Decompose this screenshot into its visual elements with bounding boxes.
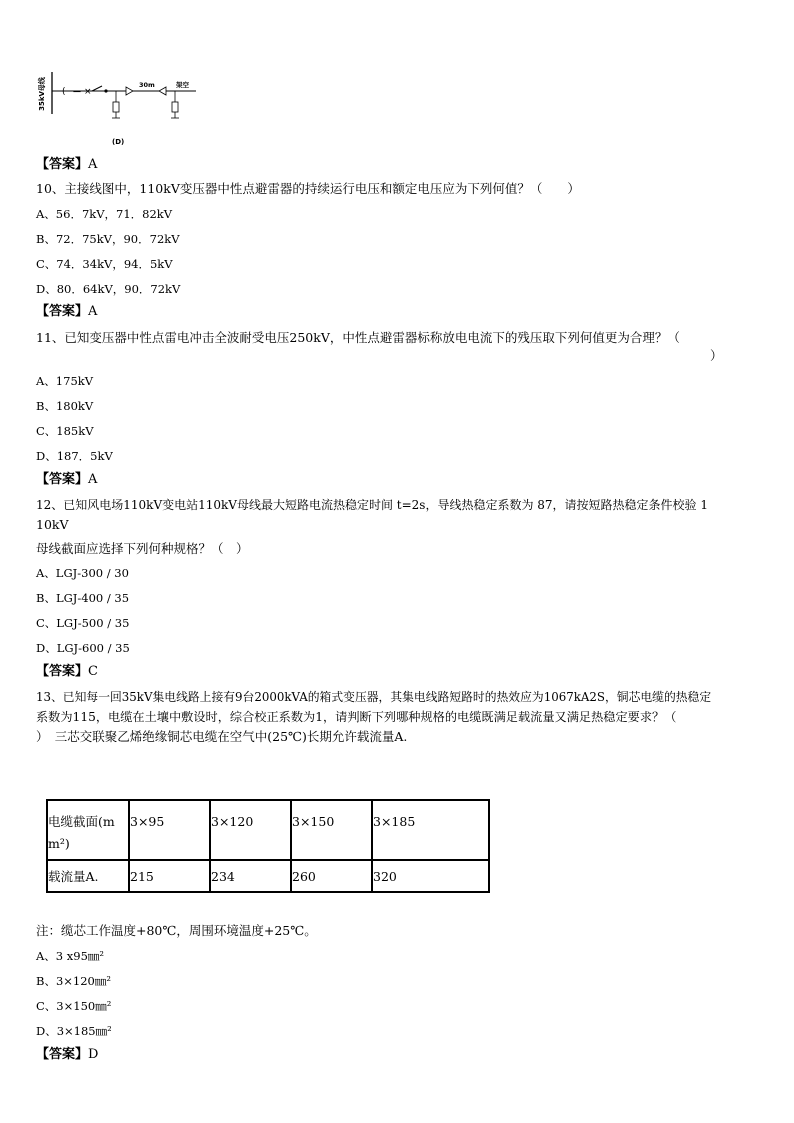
question-13-line2: 系数为115，电缆在土壤中敷设时，综合校正系数为1，请判断下列哪种规格的电缆既满足载流量又满足热稳定要求？（ bbox=[36, 710, 677, 724]
table-row bbox=[47, 860, 489, 892]
q13-option-c: C、3×150㎜² bbox=[36, 999, 112, 1013]
question-11: 11、已知变压器中性点雷电冲击全波耐受电压250kV，中性点避雷器标称放电电流下的残压取下列何值更为合理？（ bbox=[36, 330, 680, 345]
q10-option-a: A、56．7kV，71．82kV bbox=[36, 207, 173, 221]
q11-option-b: B、180kV bbox=[36, 399, 94, 413]
table-row bbox=[47, 800, 489, 860]
question-12-line3: 母线截面应选择下列何种规格？（ ） bbox=[36, 541, 249, 556]
svg-text:—: — bbox=[73, 87, 81, 96]
q12-option-b: B、LGJ-400 / 35 bbox=[36, 591, 130, 605]
question-12-line2: 10kV bbox=[36, 517, 69, 532]
question-12: 12、已知风电场110kV变电站110kV母线最大短路电流热稳定时间 t=2s，导线热稳定系数为 87，请按短路热稳定条件校验 1 bbox=[36, 498, 708, 512]
question-11-end: ） bbox=[710, 348, 723, 363]
q10-option-c: C、74．34kV，94．5kV bbox=[36, 257, 173, 271]
row-label-cell: 载流量A. bbox=[47, 860, 129, 892]
value-cell: 234 bbox=[210, 860, 291, 892]
question-10: 10、主接线图中，110kV变压器中性点避雷器的持续运行电压和额定电压应为下列何值？（ ） bbox=[36, 181, 580, 196]
diagram-caption: (D) bbox=[112, 138, 125, 146]
question-13-line3: ） 三芯交联聚乙烯绝缘铜芯电缆在空气中(25℃)长期允许载流量A. bbox=[36, 729, 408, 744]
q12-option-d: D、LGJ-600 / 35 bbox=[36, 641, 130, 655]
line-label: 架空 bbox=[176, 81, 189, 89]
wiring-diagram bbox=[36, 68, 216, 150]
header-cell: 3×185 bbox=[372, 800, 489, 860]
header-cell: 3×150 bbox=[291, 800, 372, 860]
q12-option-a: A、LGJ-300 / 30 bbox=[36, 566, 129, 580]
q13-option-a: A、3 x95㎜² bbox=[36, 949, 105, 963]
value-cell: 215 bbox=[129, 860, 210, 892]
q10-option-d: D、80．64kV，90．72kV bbox=[36, 282, 181, 296]
q11-option-c: C、185kV bbox=[36, 424, 94, 438]
answer-12: 【答案】C bbox=[36, 664, 98, 679]
header-cell: 电缆截面(m m²) bbox=[47, 800, 129, 860]
q12-option-c: C、LGJ-500 / 35 bbox=[36, 616, 130, 630]
q11-option-d: D、187．5kV bbox=[36, 449, 113, 463]
value-cell: 260 bbox=[291, 860, 372, 892]
svg-text:×: × bbox=[84, 87, 92, 97]
answer-11: 【答案】A bbox=[36, 472, 98, 487]
value-cell: 320 bbox=[372, 860, 489, 892]
header-cell: 3×95 bbox=[129, 800, 210, 860]
question-13: 13、已知每一回35kV集电线路上接有9台2000kVA的箱式变压器，其集电线路短路时的热效应为1067kA2S，铜芯电缆的热稳定 bbox=[36, 690, 712, 704]
q13-option-b: B、3×120㎜² bbox=[36, 974, 111, 988]
q13-note: 注：缆芯工作温度+80℃，周围环境温度+25℃。 bbox=[36, 923, 317, 938]
bus-label: 35kV母线 bbox=[38, 77, 46, 111]
svg-text:(: ( bbox=[62, 87, 66, 97]
answer-9: 【答案】A bbox=[36, 157, 98, 172]
length-label: 30m bbox=[139, 81, 155, 89]
header-cell: 3×120 bbox=[210, 800, 291, 860]
cable-table bbox=[46, 799, 490, 893]
answer-10: 【答案】A bbox=[36, 304, 98, 319]
q13-option-d: D、3×185㎜² bbox=[36, 1024, 112, 1038]
q11-option-a: A、175kV bbox=[36, 374, 94, 388]
answer-13: 【答案】D bbox=[36, 1047, 99, 1062]
q10-option-b: B、72．75kV，90．72kV bbox=[36, 232, 180, 246]
